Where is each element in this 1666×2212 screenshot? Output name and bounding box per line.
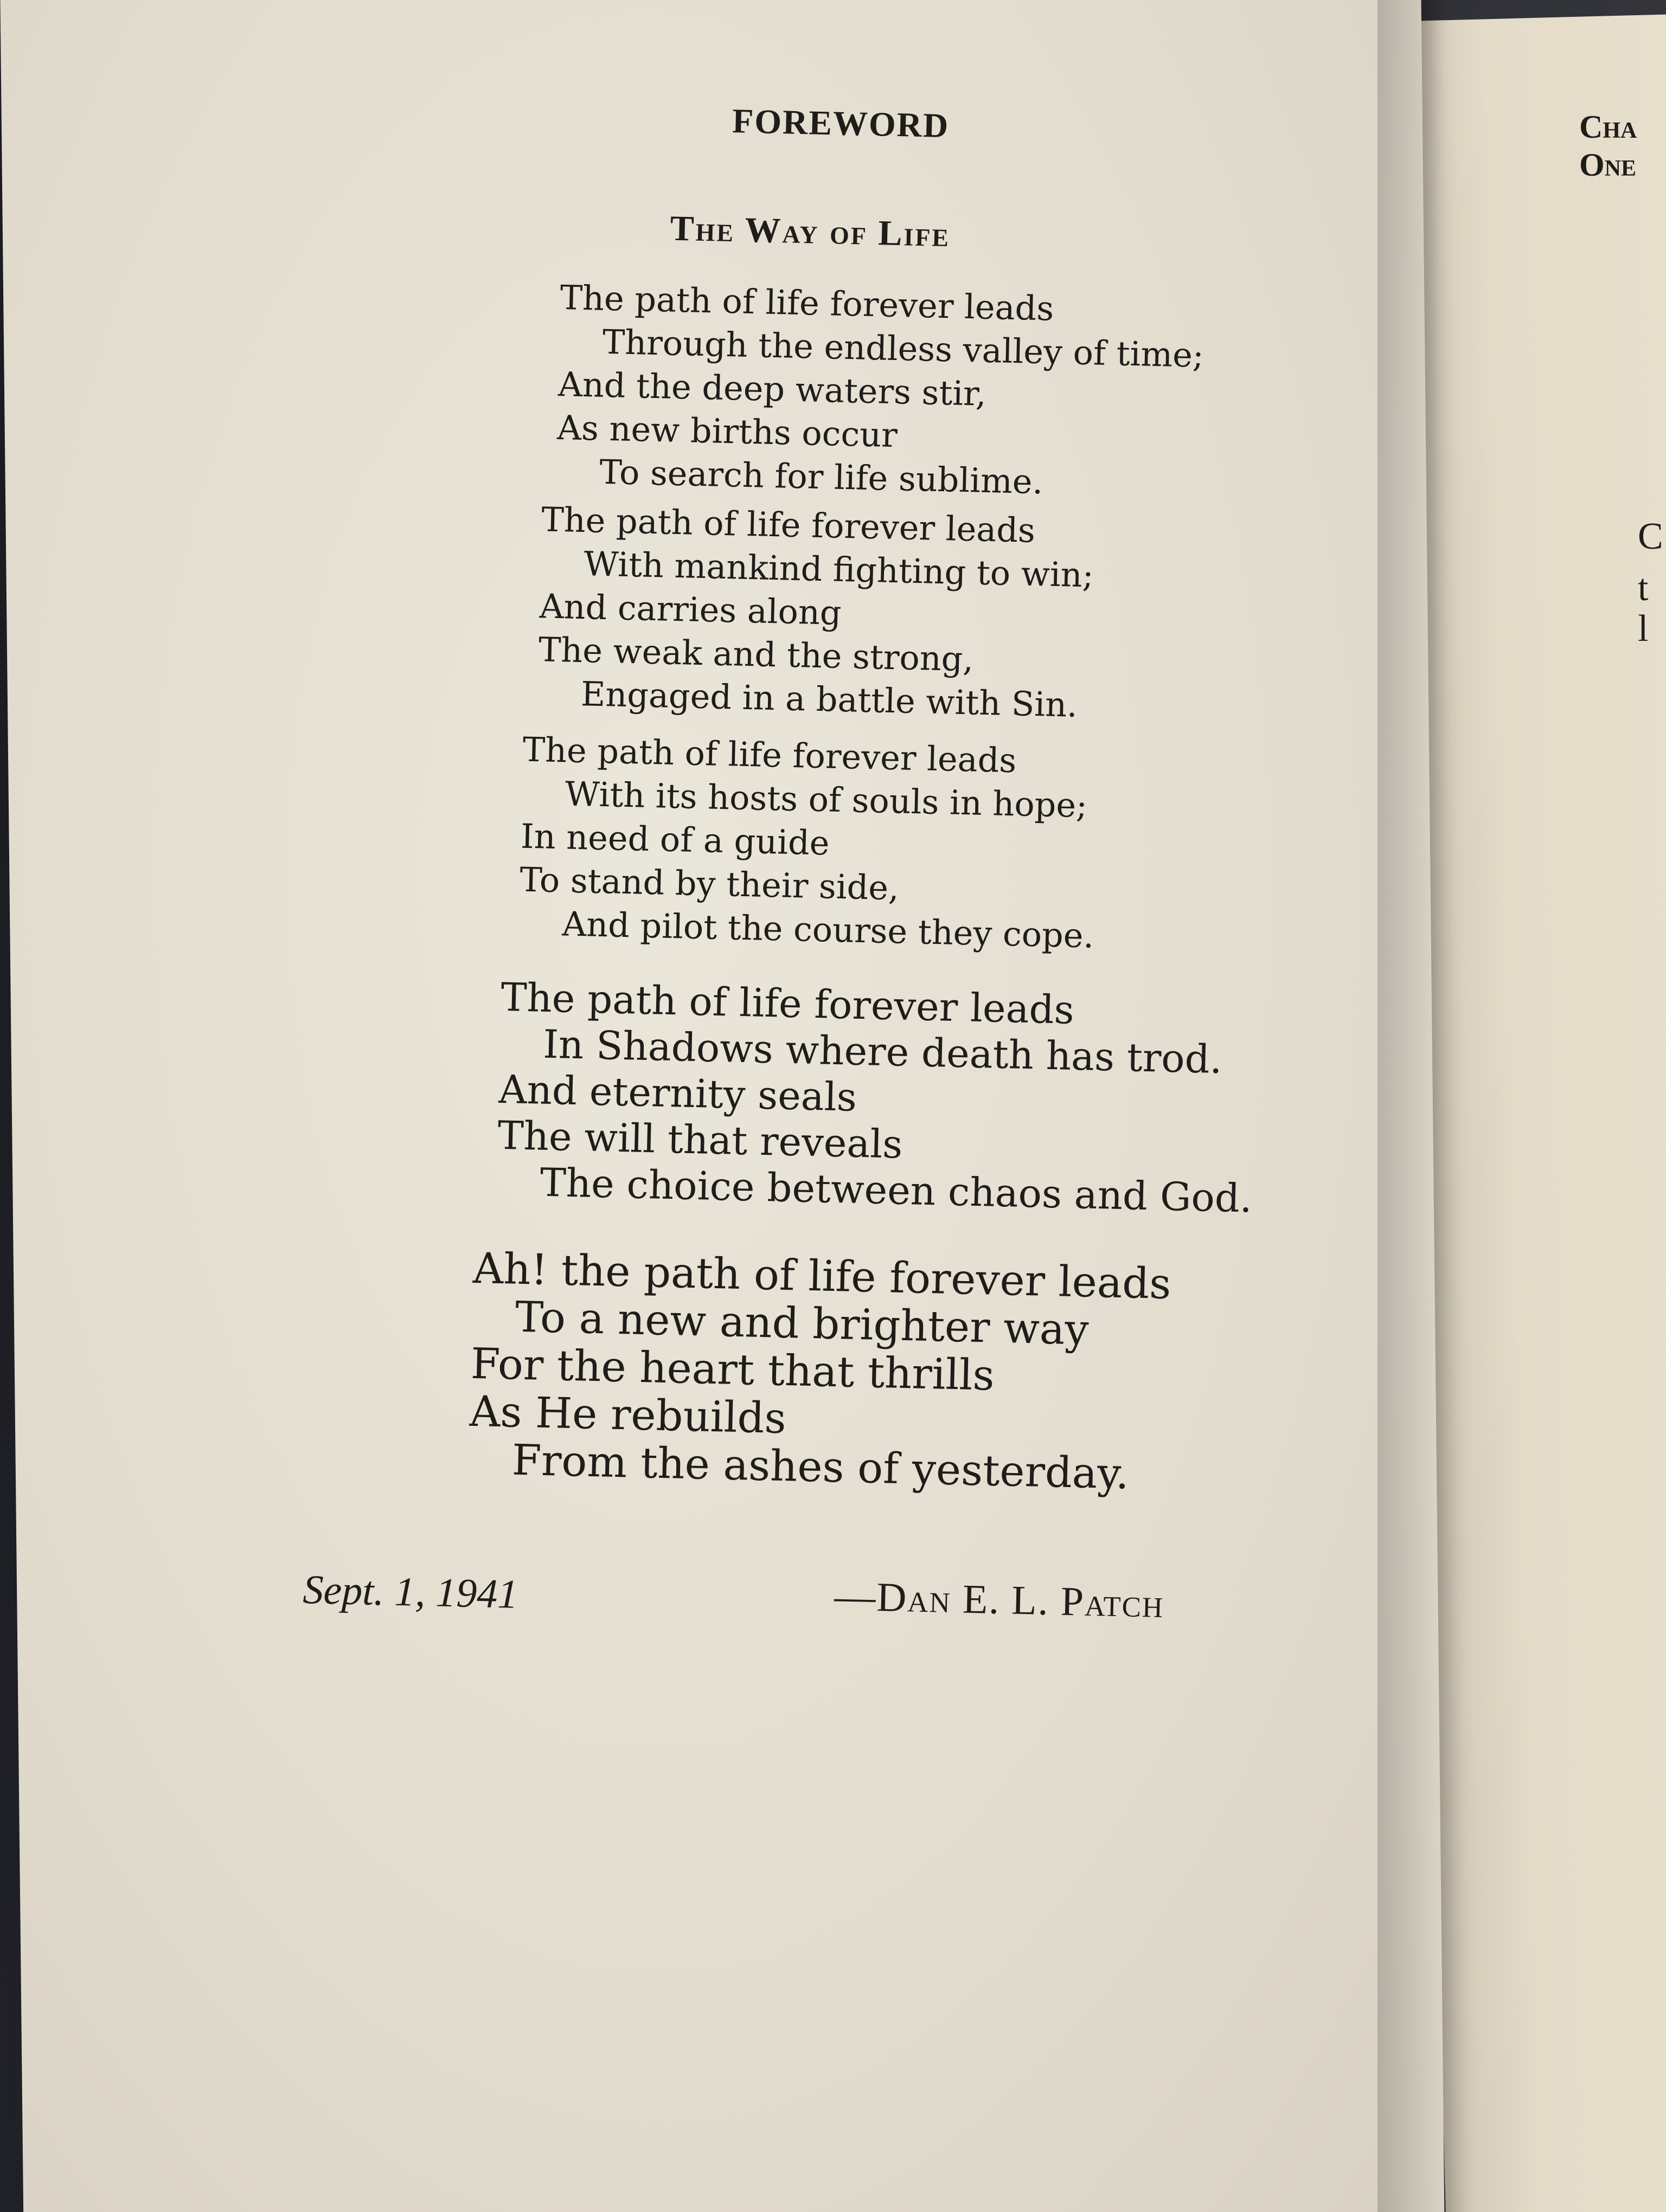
poem-line: To a new and brighter way — [515, 1293, 1090, 1355]
poem-line: The will that reveals — [497, 1112, 904, 1167]
stanza-5 — [468, 1245, 1171, 1499]
poem-line: The path of life forever leads — [500, 974, 1075, 1033]
stanza-4 — [496, 974, 1257, 1222]
poem-line: The path of life forever leads — [559, 278, 1054, 329]
right-page-text-fragment: l — [1638, 608, 1649, 650]
poem-line: And pilot the course they cope. — [561, 904, 1095, 956]
poem-author: —Dan E. L. Patch — [834, 1573, 1165, 1626]
poem-line: From the ashes of yesterday. — [511, 1436, 1130, 1499]
poem-line: And the deep waters stir, — [558, 364, 987, 414]
right-page-heading-line-1: Cha — [1579, 109, 1637, 145]
poem-date: Sept. 1, 1941 — [302, 1566, 519, 1617]
poem-line: For the heart that thrills — [470, 1339, 995, 1400]
poem-line: And eternity seals — [498, 1066, 857, 1120]
poem-line: The weak and the strong, — [538, 629, 974, 679]
page-heading: FOREWORD — [732, 101, 950, 145]
poem-line: Ah! the path of life forever leads — [472, 1244, 1172, 1309]
poem-line: The choice between chaos and God. — [539, 1159, 1253, 1221]
poem-line: In Shadows where death has trod. — [542, 1021, 1223, 1083]
poem-line: As new births occur — [556, 407, 898, 455]
poem-line: To search for life sublime. — [599, 452, 1044, 502]
poem-line: With its hosts of souls in hope; — [565, 774, 1088, 826]
poem-line: Engaged in a battle with Sin. — [580, 674, 1078, 725]
poem-line: As He rebuilds — [469, 1387, 787, 1444]
right-page-text-fragment: t — [1638, 567, 1649, 609]
poem-line: In need of a guide — [520, 816, 830, 863]
poem-title: The Way of Life — [669, 208, 951, 255]
right-page-heading-line-2: One — [1579, 147, 1637, 183]
stanza-3 — [518, 728, 1099, 958]
right-page-text-fragment: C — [1638, 516, 1663, 557]
poem-line: The path of life forever leads — [541, 499, 1036, 551]
poem-line: Through the endless valley of time; — [602, 321, 1204, 375]
poem-line: To stand by their side, — [519, 859, 900, 908]
stanza-2 — [537, 498, 1095, 727]
poem-line: And carries along — [539, 586, 842, 633]
poem-line: The path of life forever leads — [522, 729, 1017, 781]
poem-line: With mankind fighting to win; — [583, 544, 1094, 595]
stanza-1 — [556, 276, 1206, 507]
